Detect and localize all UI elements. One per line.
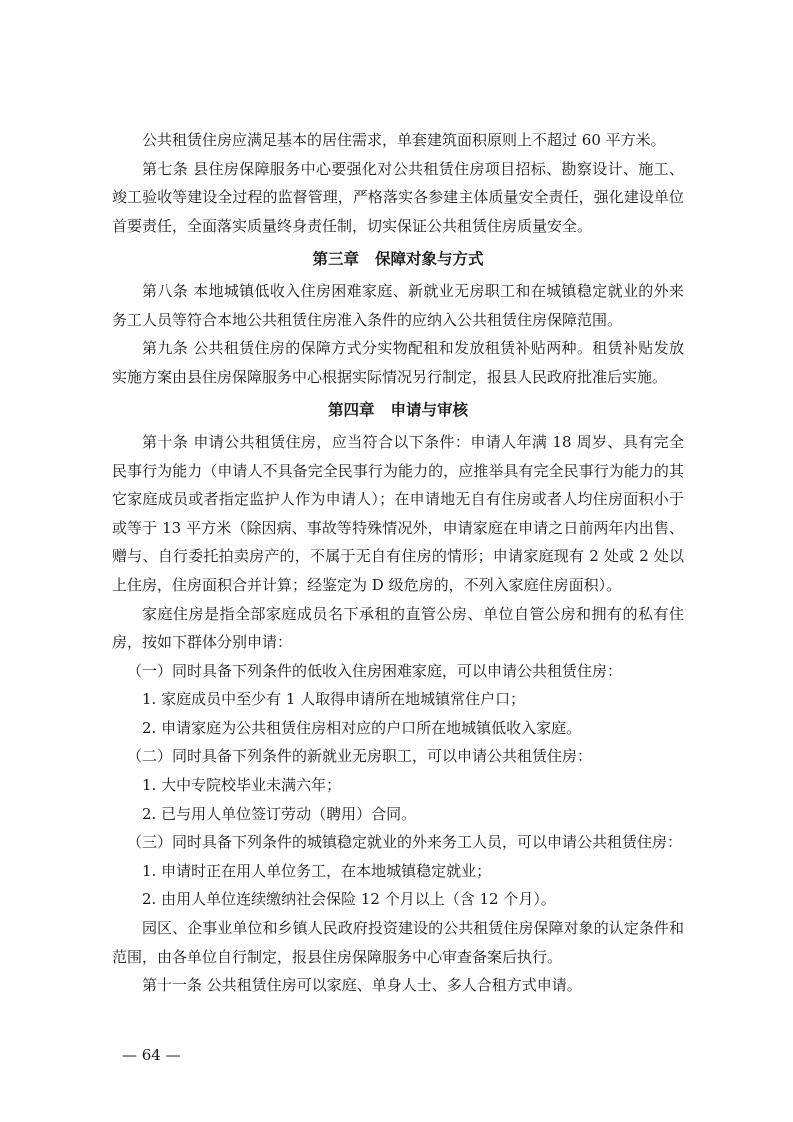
group-2-heading: （二）同时具备下列条件的新就业无房职工，可以申请公共租赁住房： <box>127 747 593 766</box>
paragraph: 家庭住房是指全部家庭成员名下承租的直管公房、单位自管公房和拥有的私有住房，按如下群体分别申请： <box>112 604 684 652</box>
group-3-heading: （三）同时具备下列条件的城镇稳定就业的外来务工人员，可以申请公共租赁住房： <box>127 833 683 852</box>
chapter-number: 第四章 <box>327 401 375 420</box>
group-1-heading: （一）同时具备下列条件的低收入住房困难家庭，可以申请公共租赁住房： <box>127 661 623 680</box>
article-7: 第七条 县住房保障服务中心要强化对公共租赁住房项目招标、勘察设计、施工、竣工验收等建设全过程的监督管理，严格落实各参建主体质量安全责任，强化建设单位首要责任，全面落实质量终身责任制，切实保证公共租赁住房质量安全。 <box>112 159 684 235</box>
chapter-3-heading <box>112 245 684 274</box>
list-item: 1. 大中专院校毕业未满六年； <box>142 776 342 795</box>
chapter-4-heading <box>112 396 684 425</box>
page-number: — 64 — <box>122 1046 181 1064</box>
chapter-title: 申请与审核 <box>390 401 469 420</box>
list-item: 2. 由用人单位连续缴纳社会保险 12 个月以上（含 12 个月）。 <box>142 890 556 909</box>
paragraph: 公共租赁住房应满足基本的居住需求，单套建筑面积原则上不超过 60 平方米。 <box>142 131 666 149</box>
list-item: 1. 家庭成员中至少有 1 人取得申请所在地城镇常住户口； <box>142 690 526 709</box>
page-body <box>112 126 684 1000</box>
list-item: 1. 申请时正在用人单位务工，在本地城镇稳定就业； <box>142 861 492 880</box>
chapter-title: 保障对象与方式 <box>375 250 484 269</box>
article-10: 第十条 申请公共租赁住房，应当符合以下条件：申请人年满 18 周岁、具有完全民事行为能力（申请人不具备完全民事行为能力的，应推举具有完全民事行为能力的其它家庭成员或者指定监护人作为申请人）；在申请地无自有住房或者人均住房面积小于或等于 13 平方米（除因病、事故等特殊情况外，申请家庭在申请之日前两年内出售、赠与、自行委托拍卖房产的，不属于无自有住房的情形；申请家庭现有 2 处或 2 处以上住房，住房面积合并计算；经鉴定为 D 级危房的，不列入家庭住房面积）。 <box>112 432 684 594</box>
article-9: 第九条 公共租赁住房的保障方式分实物配租和发放租赁补贴两种。租赁补贴发放实施方案由县住房保障服务中心根据实际情况另行制定，报县人民政府批准后实施。 <box>112 339 684 386</box>
list-item: 2. 已与用人单位签订劳动（聘用）合同。 <box>142 804 417 823</box>
list-item: 2. 申请家庭为公共租赁住房相对应的户口所在地城镇低收入家庭。 <box>142 718 582 737</box>
article-11: 第十一条 公共租赁住房可以家庭、单身人士、多人合租方式申请。 <box>142 976 582 995</box>
paragraph: 园区、企事业单位和乡镇人民政府投资建设的公共租赁住房保障对象的认定条件和范围，由各单位自行制定，报县住房保障服务中心审查备案后执行。 <box>112 919 684 966</box>
article-8: 第八条 本地城镇低收入住房困难家庭、新就业无房职工和在城镇稳定就业的外来务工人员等符合本地公共租赁住房准入条件的应纳入公共租赁住房保障范围。 <box>112 281 684 329</box>
chapter-number: 第三章 <box>312 250 359 269</box>
